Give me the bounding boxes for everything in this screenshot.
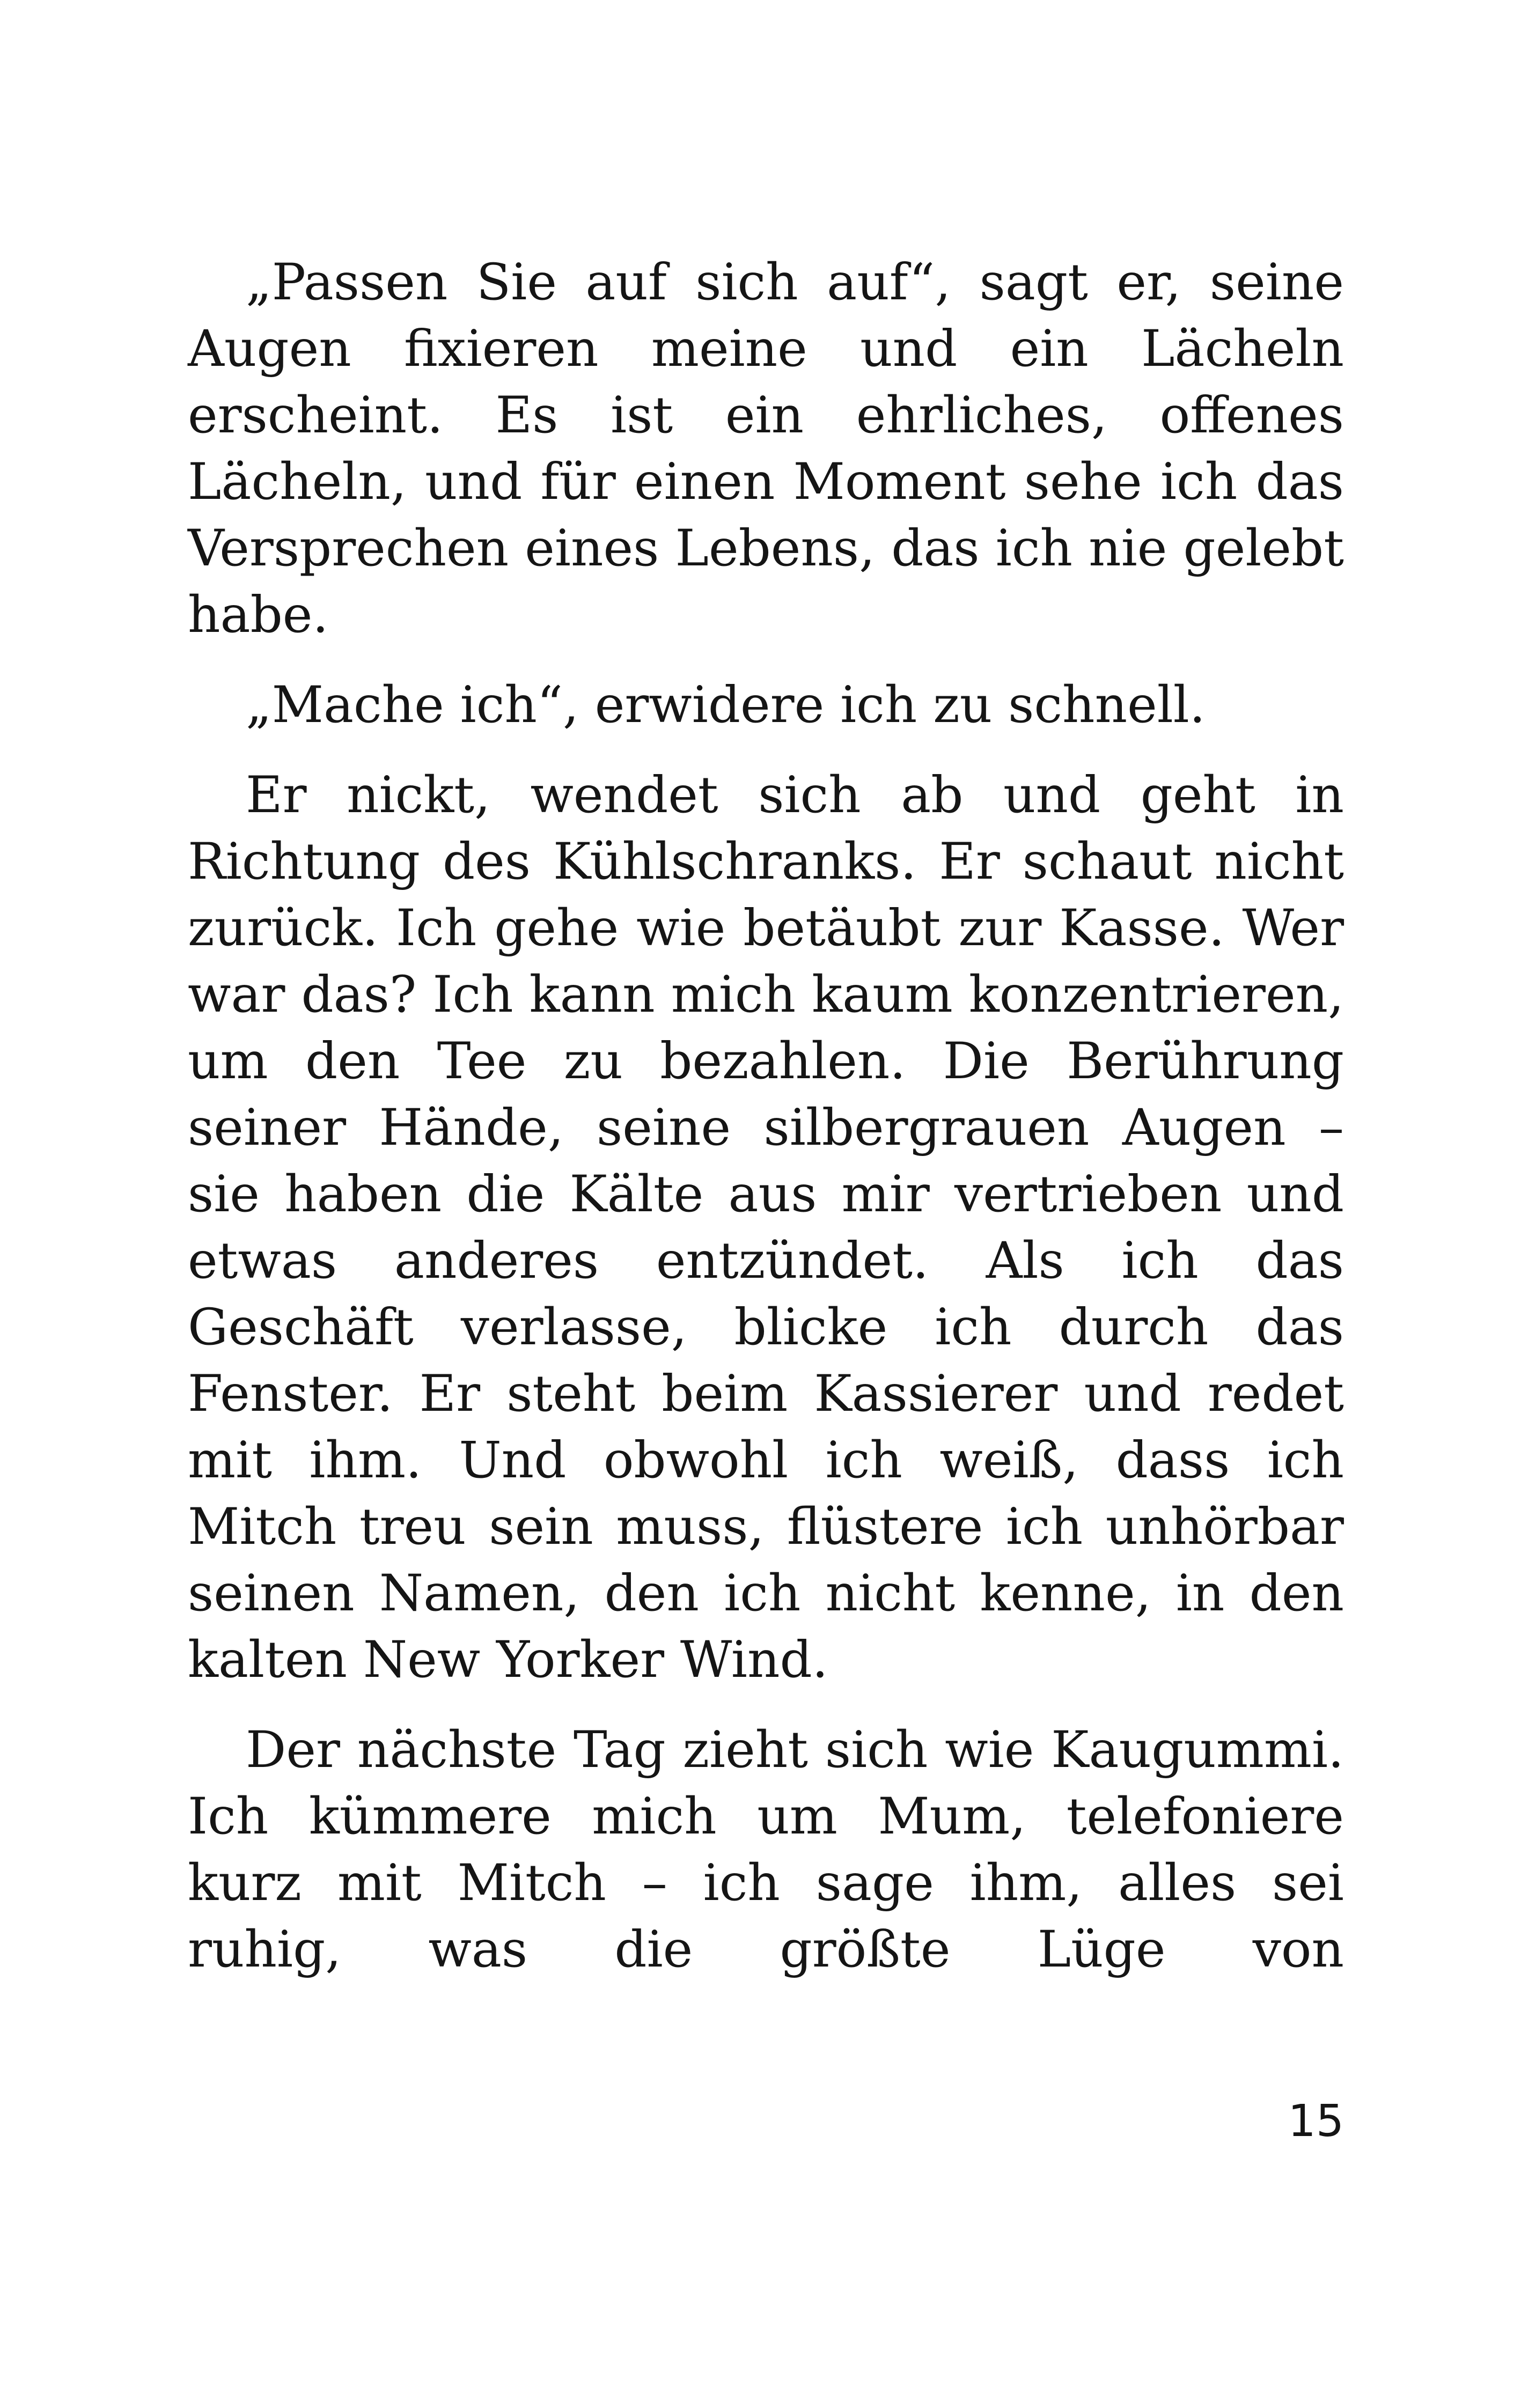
paragraph-2: „Mache ich“, erwidere ich zu schnell. (246, 676, 1206, 734)
paragraph-4: Der nächste Tag zieht sich wie Kaugummi. Ich kümmere mich um Mum, telefoniere kurz mit Mitch – ich sage ihm, alles sei ruhig, was die größte Lüge von (188, 1721, 1344, 1979)
paragraph-3: Er nickt, wendet sich ab und geht in Richtung des Kühlschranks. Er schaut nicht zurück. Ich gehe wie betäubt zur Kasse. Wer war das? Ich kann mich kaum konzentrieren, um den Tee zu bezahlen. Die Berührung seiner Hände, seine silbergrauen Augen – sie haben die Kälte aus mir vertrieben und etwas anderes entzündet. Als ich das Geschäft verlasse, blicke ich durch das Fenster. Er steht beim Kassierer und redet mit ihm. Und obwohl ich weiß, dass ich Mitch treu sein muss, flüstere ich unhörbar seinen Namen, den ich nicht kenne, in den kalten New Yorker Wind. (188, 766, 1344, 1689)
body-text (188, 249, 1344, 1983)
page-number: 15 (1288, 2096, 1344, 2147)
paragraph-1: „Passen Sie auf sich auf“, sagt er, seine Augen fixieren meine und ein Lächeln erscheint. Es ist ein ehrliches, offenes Lächeln, und für einen Moment sehe ich das Versprechen eines Lebens, das ich nie gelebt habe. (188, 253, 1344, 644)
